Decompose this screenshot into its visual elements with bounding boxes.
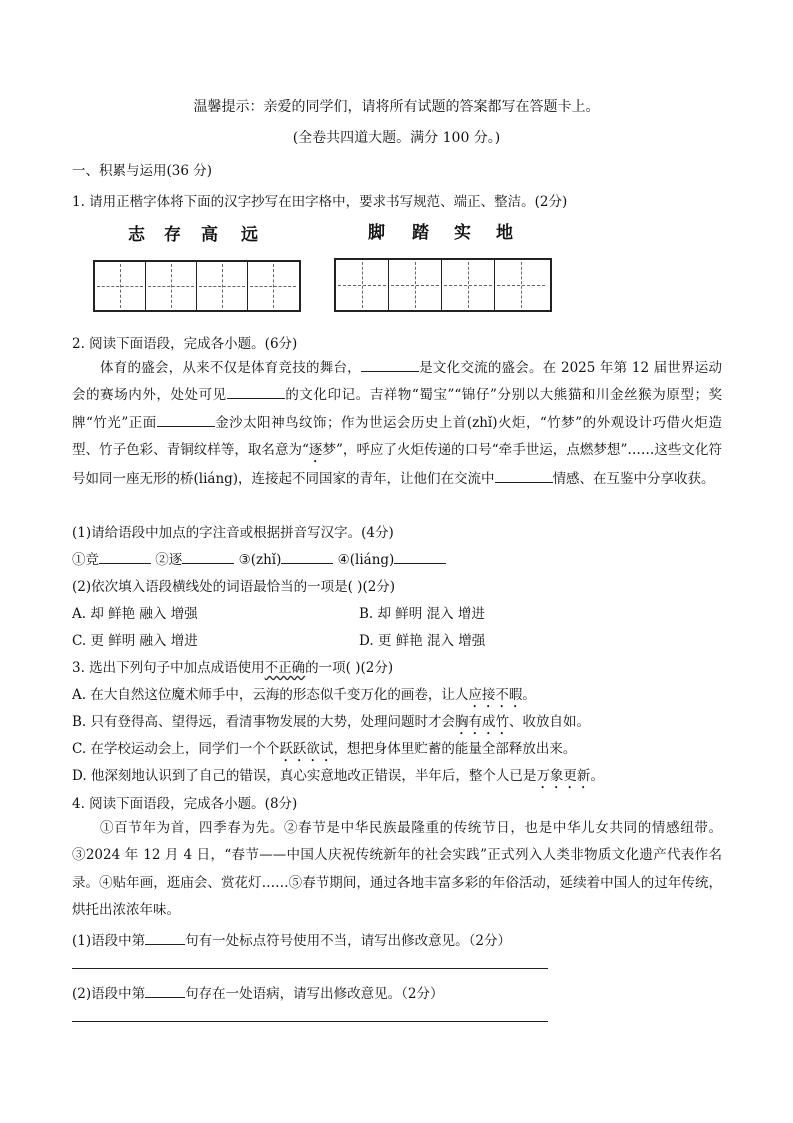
q3-option-a[interactable]	[72, 683, 536, 711]
emphasis-text: 不正确	[264, 660, 306, 676]
answer-blank[interactable]	[394, 549, 446, 564]
option-text: ，想把身体里贮蓄的能量全部释放出来。	[333, 741, 577, 757]
answer-blank[interactable]	[145, 930, 185, 945]
passage-text: 体育的盛会，从来不仅是体育竞技的舞台，	[100, 360, 361, 376]
option-text: 、收放自如。	[509, 714, 591, 730]
passage-text: 金沙太阳神鸟纹饰；作为世运会历史上首(zhǐ)火炬，“竹梦”的外观设计巧借火炬造型、竹子色彩、青铜纹样等，取名意为“	[72, 414, 722, 459]
sample-char: 踏	[412, 223, 429, 243]
answer-blank[interactable]	[99, 549, 151, 564]
answer-blank[interactable]	[182, 549, 234, 564]
answer-line[interactable]	[72, 968, 548, 969]
option-text: 。	[590, 768, 604, 784]
passage-text: 是文化交流的盛会。在 2025 年第 12 届世界运动会的赛场内外，处处可见	[72, 360, 723, 404]
answer-blank[interactable]	[281, 549, 333, 564]
section-title: 一、积累与运用(36 分)	[72, 163, 213, 179]
option-text: A. 在大自然这位魔术师手中，云海的形态似千变万化的画卷，让人	[72, 687, 469, 703]
grid-cell[interactable]	[495, 260, 547, 310]
grid-cell[interactable]	[197, 262, 248, 310]
sample-char: 脚	[368, 223, 385, 243]
q3-option-c[interactable]	[72, 737, 576, 765]
passage-text: 情感、在互鉴中分享收获。	[552, 471, 715, 488]
option-a[interactable]: A. 却 鲜艳 融入 增强	[72, 606, 198, 622]
q3-option-b[interactable]	[72, 710, 590, 738]
sample-char: 地	[496, 223, 513, 243]
header-tip: 温馨提示：亲爱的同学们，请将所有试题的答案都写在答题卡上。	[193, 99, 600, 115]
q4-sub1	[72, 929, 511, 949]
idiom: 胸有成竹	[455, 714, 510, 730]
item-label: ②逐	[155, 552, 183, 568]
answer-blank[interactable]	[145, 983, 185, 998]
answer-blank[interactable]	[495, 468, 553, 483]
question-1: 1. 请用正楷字体将下面的汉字抄写在田字格中，要求书写规范、端正、整洁。(2分)	[72, 194, 568, 210]
question-2: 2. 阅读下面语段，完成各小题。(6分)	[72, 336, 298, 352]
sample-char: 高	[201, 225, 218, 245]
item-label: ④(liáng)	[337, 552, 395, 568]
grid-cell[interactable]	[146, 262, 197, 310]
question-text: (2)语段中第	[72, 986, 146, 1002]
q2-sub1: (1)请给语段中加点的字注音或根据拼音写汉字。(4分)	[72, 525, 394, 541]
question-3	[72, 656, 393, 676]
q3-option-d[interactable]	[72, 764, 604, 792]
question-text: 的一项( )(2分)	[305, 660, 394, 676]
sample-char: 志	[128, 225, 145, 245]
idiom: 应接不暇	[468, 687, 523, 703]
q4-sub2	[72, 982, 443, 1002]
item-label: ③(zhǐ)	[238, 552, 282, 568]
passage-text: 的文化印记。吉祥物“蜀宝”“锦仔”分别以大熊猫和川金丝猴为原型；奖牌“竹光”正面	[72, 387, 723, 431]
answer-line[interactable]	[72, 1021, 548, 1022]
item-label: ①竞	[72, 552, 99, 568]
answer-blank[interactable]	[157, 412, 215, 427]
q4-passage: ①百节年为首，四季春为先。②春节是中华民族最隆重的传统节日，也是中华儿女共同的情感纽带。③2024 年 12 月 4 日，“春节——中国人庆祝传统新年的社会实践”正式列入人类非物质文化遗产代表作名录。④贴年画，逛庙会、赏花灯……⑤春节期间，通过各地丰富多彩的年俗活动，延续着中国人的过年传统，烘托出浓浓年味。	[72, 820, 722, 919]
option-text: B. 只有登得高、望得远，看清事物发展的大势，处理问题时才会	[72, 714, 456, 730]
option-text: D. 他深刻地认识到了自己的错误，真心实意地改正错误，半年后，整个人已是	[72, 768, 537, 784]
question-text: 句存在一处语病，请写出修改意见。（2分）	[185, 986, 444, 1002]
sample-char: 实	[454, 223, 471, 243]
q2-sub2: (2)依次填入语段横线处的词语最恰当的一项是( )(2分)	[72, 579, 396, 595]
answer-blank[interactable]	[361, 357, 419, 372]
option-text: C. 在学校运动会上，同学们一个个	[72, 741, 280, 757]
q2-passage	[72, 355, 722, 494]
writing-grid-right[interactable]	[334, 258, 552, 312]
question-text: 3. 选出下列句子中加点成语使用	[72, 660, 265, 676]
sample-char: 远	[241, 225, 258, 245]
passage-text: 梦”，呼应了火炬传递的口号“牵手世运，点燃梦想”……这些文化符号如同一座无形的桥(liáng)，连接起不同国家的青年，让他们在交流中	[72, 442, 722, 488]
q2-sub1-items	[72, 548, 446, 568]
grid-cell[interactable]	[336, 260, 389, 310]
grid-cell[interactable]	[442, 260, 495, 310]
idiom: 万象更新	[536, 768, 591, 784]
header-note: (全卷共四道大题。满分 100 分。)	[292, 130, 501, 146]
question-text: 句有一处标点符号使用不当，请写出修改意见。（2分）	[185, 933, 511, 949]
writing-grid-left[interactable]	[93, 260, 301, 312]
option-text: 。	[522, 687, 536, 703]
option-b[interactable]: B. 却 鲜明 混入 增进	[359, 606, 485, 622]
grid-cell[interactable]	[95, 262, 146, 310]
grid-cell[interactable]	[389, 260, 442, 310]
question-text: (1)语段中第	[72, 933, 146, 949]
idiom: 跃跃欲试	[279, 741, 334, 757]
answer-blank[interactable]	[227, 384, 285, 399]
option-d[interactable]: D. 更 鲜艳 混入 增强	[359, 633, 486, 649]
option-c[interactable]: C. 更 鲜明 融入 增进	[72, 633, 198, 649]
dotted-char: 逐	[308, 442, 323, 459]
question-4: 4. 阅读下面语段，完成各小题。(8分)	[72, 796, 298, 812]
grid-cell[interactable]	[248, 262, 298, 310]
sample-char: 存	[164, 225, 181, 245]
